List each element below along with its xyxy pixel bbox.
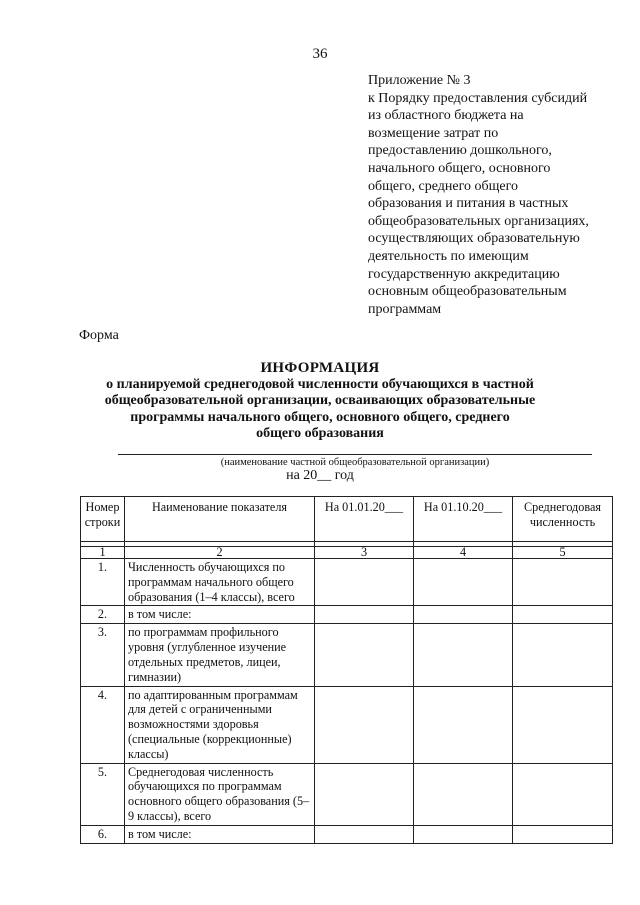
organization-name-line xyxy=(118,454,592,455)
appendix-line: осуществляющих образовательную xyxy=(368,231,580,247)
subtitle-line: общего образования xyxy=(256,426,384,442)
column-number: 3 xyxy=(315,547,414,559)
appendix-line: Приложение № 3 xyxy=(368,73,471,88)
appendix-header xyxy=(368,72,628,318)
value-cell[interactable] xyxy=(513,559,613,606)
value-cell[interactable] xyxy=(414,559,513,606)
table-row xyxy=(81,606,613,624)
row-number: 1. xyxy=(81,559,125,606)
appendix-line: общего, среднего общего xyxy=(368,178,518,194)
header-date-jan: На 01.01.20___ xyxy=(315,497,414,542)
appendix-line: предоставлению дошкольного, xyxy=(368,143,552,159)
appendix-line: образования и питания в частных xyxy=(368,196,569,212)
value-cell[interactable] xyxy=(414,825,513,843)
row-label: Среднегодовая численность обучающихся по программам основного общего образования (5–9 классы), всего xyxy=(125,763,315,825)
value-cell[interactable] xyxy=(513,606,613,624)
header-average: Среднегодовая численность xyxy=(513,497,613,542)
year-line: на 20__ год xyxy=(286,468,354,483)
value-cell[interactable] xyxy=(414,686,513,763)
value-cell[interactable] xyxy=(315,559,414,606)
page-number: 36 xyxy=(312,46,328,62)
row-label: Численность обучающихся по программам начального общего образования (1–4 классы), всего xyxy=(125,559,315,606)
row-label: по адаптированным программам для детей с ограниченными возможностями здоровья (специальные (коррекционные) классы) xyxy=(125,686,315,763)
subtitle-line: общеобразовательной организации, осваивающих образовательные xyxy=(104,393,536,409)
appendix-line: программам xyxy=(368,301,442,317)
row-number: 6. xyxy=(81,825,125,843)
row-number: 5. xyxy=(81,763,125,825)
column-number-row xyxy=(81,547,613,559)
appendix-line: начального общего, основного xyxy=(368,160,551,176)
row-label: по программам профильного уровня (углубленное изучение отдельных предметов, лицеи, гимназии) xyxy=(125,624,315,686)
header-row-number: Номер строки xyxy=(81,497,125,542)
value-cell[interactable] xyxy=(414,624,513,686)
value-cell[interactable] xyxy=(414,606,513,624)
table-row xyxy=(81,624,613,686)
row-number: 4. xyxy=(81,686,125,763)
value-cell[interactable] xyxy=(315,606,414,624)
appendix-line: деятельность по имеющим xyxy=(368,248,529,264)
subtitle-line: о планируемой среднегодовой численности обучающихся в частной xyxy=(106,377,534,392)
appendix-line: к Порядку предоставления субсидий xyxy=(368,90,588,106)
table-row xyxy=(81,686,613,763)
header-date-oct: На 01.10.20___ xyxy=(414,497,513,542)
value-cell[interactable] xyxy=(315,763,414,825)
row-label: в том числе: xyxy=(125,606,315,624)
row-number: 2. xyxy=(81,606,125,624)
value-cell[interactable] xyxy=(513,825,613,843)
value-cell[interactable] xyxy=(513,624,613,686)
organization-name-caption: (наименование частной общеобразовательной организации) xyxy=(220,457,490,468)
table-header-row xyxy=(81,497,613,542)
column-number: 5 xyxy=(513,547,613,559)
row-number: 3. xyxy=(81,624,125,686)
value-cell[interactable] xyxy=(513,763,613,825)
document-subtitle xyxy=(60,377,580,443)
value-cell[interactable] xyxy=(315,624,414,686)
value-cell[interactable] xyxy=(315,686,414,763)
row-label: в том числе: xyxy=(125,825,315,843)
column-number: 1 xyxy=(81,547,125,559)
value-cell[interactable] xyxy=(414,763,513,825)
value-cell[interactable] xyxy=(315,825,414,843)
column-number: 4 xyxy=(414,547,513,559)
appendix-line: общеобразовательных организациях, xyxy=(368,213,589,229)
subtitle-line: программы начального общего, основного общего, среднего xyxy=(130,409,510,425)
table-row xyxy=(81,763,613,825)
form-label: Форма xyxy=(79,328,119,343)
value-cell[interactable] xyxy=(513,686,613,763)
table-row xyxy=(81,825,613,843)
header-indicator-name: Наименование показателя xyxy=(125,497,315,542)
column-number: 2 xyxy=(125,547,315,559)
appendix-line: государственную аккредитацию xyxy=(368,266,560,282)
table-row xyxy=(81,559,613,606)
appendix-line: основным общеобразовательным xyxy=(368,284,567,300)
appendix-line: возмещение затрат по xyxy=(368,125,499,141)
appendix-line: из областного бюджета на xyxy=(368,108,524,124)
document-title: ИНФОРМАЦИЯ xyxy=(260,360,380,376)
info-table xyxy=(80,496,613,844)
